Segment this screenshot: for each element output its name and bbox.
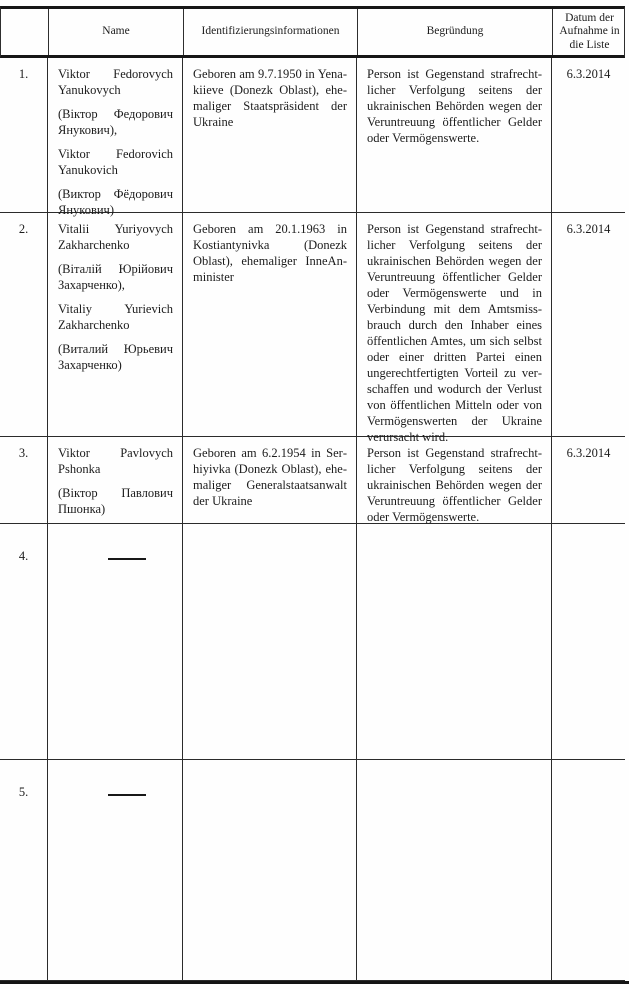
entry-number: 2. <box>18 222 29 236</box>
entry-number: 4. <box>18 549 29 563</box>
name-line: Vitalii Yuriyovych Zakharchenko <box>58 222 173 252</box>
name-line: (Віталій Юрійович Захарченко), <box>58 262 173 292</box>
reason-cell: Person ist Gegenstand strafrechtlicher Verfolgung seitens der ukrainischen Behörden wegen der Veruntreuung öffentlicher Gelder oder Vermögenswerte. <box>356 58 551 218</box>
name-cell <box>47 760 182 980</box>
name-line: Viktor Fedorovych Yanukovych <box>58 67 173 97</box>
table-row-3 <box>0 437 625 524</box>
name-cell <box>47 437 182 525</box>
reason-cell <box>356 760 551 980</box>
identification-cell: Geboren am 6.2.1954 in Serhiyivka (Donezk Oblast), ehemaliger Generalstaatsanwalt der Ukraine <box>182 437 356 525</box>
table-header-row <box>0 6 625 58</box>
reason-cell <box>356 524 551 759</box>
name-line: (Виталий Юрьевич Захарченко) <box>58 342 173 372</box>
name-cell <box>47 213 182 445</box>
entry-number: 3. <box>18 446 29 460</box>
col-header-name: Name <box>48 9 183 55</box>
name-line: (Віктор Федорович Янукович), <box>58 107 173 137</box>
name-cell <box>47 524 182 759</box>
table-row-4 <box>0 524 625 760</box>
listing-date-cell: 6.3.2014 <box>551 213 625 445</box>
sanctions-table <box>0 6 625 981</box>
col-header-index <box>1 9 48 55</box>
name-line: Viktor Fedorovich Yanukovich <box>58 147 173 177</box>
entry-number: 1. <box>18 67 29 81</box>
reason-cell: Person ist Gegenstand strafrechtlicher Verfolgung seitens der ukrainischen Behörden wegen der Veruntreuung öffentlicher Gelder oder Vermögenswerte und in Verbindung mit dem Amtsmissbrauch durch den Inhaber eines öffentlichen Amtes, um sich selbst oder einer dritten Partei einen ungerechtfertigten Vorteil zu verschaffen und wodurch der Verlust von öffentlichen Mitteln oder von Vermögenswerten der Ukraine verursacht wird. <box>356 213 551 445</box>
table-row-1 <box>0 58 625 217</box>
table-row-5 <box>0 760 625 981</box>
redaction-dash <box>108 794 146 796</box>
identification-cell <box>182 524 356 759</box>
reason-cell: Person ist Gegenstand strafrechtlicher Verfolgung seitens der ukrainischen Behörden wegen der Veruntreuung öffentlicher Gelder oder Vermögenswerte. <box>356 437 551 525</box>
redaction-dash <box>108 558 146 560</box>
identification-cell: Geboren am 9.7.1950 in Yenakiieve (Donezk Oblast), ehemaliger Staatspräsident der Ukraine <box>182 58 356 218</box>
table-row-2 <box>0 213 625 444</box>
listing-date-cell: 6.3.2014 <box>551 58 625 218</box>
listing-date-cell <box>551 760 625 980</box>
table-bottom-rule <box>0 981 629 984</box>
name-line: (Віктор Павлович Пшонка) <box>58 486 173 516</box>
listing-date-cell: 6.3.2014 <box>551 437 625 525</box>
name-cell <box>47 58 182 218</box>
col-header-listing-date: Datum der Aufnahme in die Liste <box>552 9 626 55</box>
name-line: (Виктор Фёдорович Янукович) <box>58 187 173 217</box>
identification-cell <box>182 760 356 980</box>
name-line: Viktor Pavlovych Pshonka <box>58 446 173 476</box>
listing-date-cell <box>551 524 625 759</box>
col-header-identification: Identifizierungsinformationen <box>183 9 357 55</box>
entry-number: 5. <box>18 785 29 799</box>
col-header-reason: Begründung <box>357 9 552 55</box>
identification-cell: Geboren am 20.1.1963 in Kostiantynivka (Donezk Oblast), ehemaliger InneAn-minister <box>182 213 356 445</box>
name-line: Vitaliy Yurievich Zakharchenko <box>58 302 173 332</box>
